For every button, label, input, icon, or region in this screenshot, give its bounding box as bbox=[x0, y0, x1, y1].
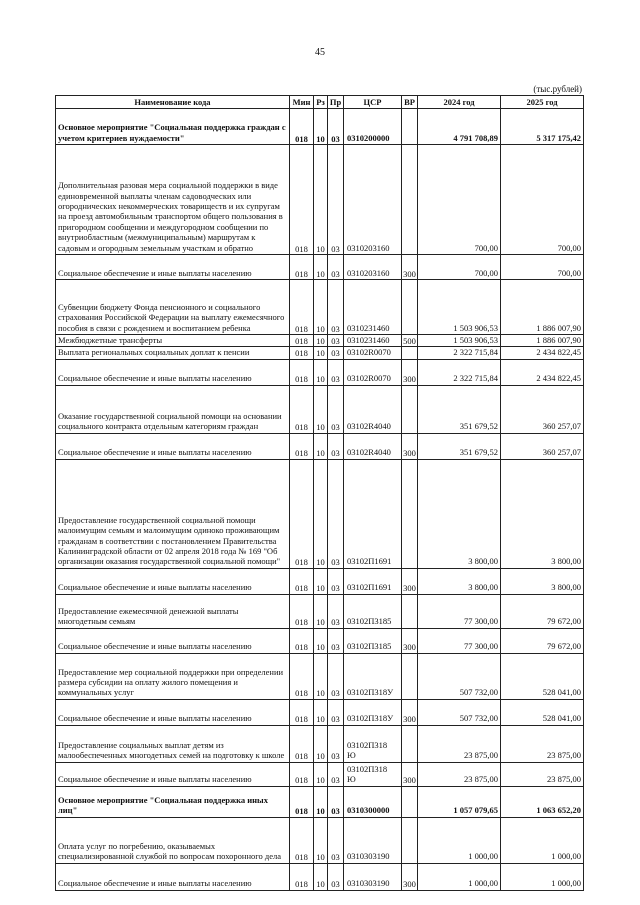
cell-rz: 10 bbox=[314, 433, 328, 459]
cell-2025: 2 434 822,45 bbox=[501, 347, 584, 359]
cell-vr: 300 bbox=[402, 568, 418, 594]
table-row bbox=[56, 594, 584, 628]
cell-csr: 0310231460 bbox=[344, 280, 402, 335]
cell-2025: 23 875,00 bbox=[501, 725, 584, 762]
cell-name: Предоставление государственной социальной помощи малоимущим семьям и малоимущим одиноко проживающим гражданам в соответствии с постановлением Правительства Калининградской области от 02 апреля 2018 года № 169 "Об организации оказания государственной социальной помощи" bbox=[56, 459, 290, 568]
table-row bbox=[56, 863, 584, 890]
cell-2025: 1 000,00 bbox=[501, 863, 584, 890]
cell-2024: 1 503 906,53 bbox=[418, 335, 501, 347]
table-row bbox=[56, 786, 584, 817]
cell-vr bbox=[402, 725, 418, 762]
cell-rz: 10 bbox=[314, 817, 328, 863]
cell-vr: 300 bbox=[402, 699, 418, 725]
cell-2025: 79 672,00 bbox=[501, 594, 584, 628]
cell-2025: 79 672,00 bbox=[501, 628, 584, 653]
table-row bbox=[56, 653, 584, 699]
cell-name: Социальное обеспечение и иные выплаты населению bbox=[56, 255, 290, 280]
cell-csr: 03102П1691 bbox=[344, 568, 402, 594]
cell-pr: 03 bbox=[328, 699, 344, 725]
cell-2025: 1 063 652,20 bbox=[501, 786, 584, 817]
cell-pr: 03 bbox=[328, 347, 344, 359]
cell-csr: 03102R4040 bbox=[344, 385, 402, 433]
cell-rz: 10 bbox=[314, 699, 328, 725]
cell-min: 018 bbox=[290, 628, 314, 653]
cell-vr: 300 bbox=[402, 255, 418, 280]
cell-csr: 0310303190 bbox=[344, 863, 402, 890]
cell-2024: 507 732,00 bbox=[418, 699, 501, 725]
cell-2025: 528 041,00 bbox=[501, 653, 584, 699]
cell-vr bbox=[402, 653, 418, 699]
table-row bbox=[56, 347, 584, 359]
cell-vr: 300 bbox=[402, 433, 418, 459]
cell-csr: 03102П318У bbox=[344, 653, 402, 699]
cell-pr: 03 bbox=[328, 433, 344, 459]
cell-name: Дополнительная разовая мера социальной поддержки в виде единовременной выплаты членам садоводческих или огороднических некоммерческих товариществ и их супругам на проезд автомобильным транспортом общего пользования в пригородном сообщении и междугородном сообщении по внутриобластным (межмуниципальным) маршрутам к садовым и огородным земельным участкам и обратно bbox=[56, 145, 290, 255]
cell-rz: 10 bbox=[314, 255, 328, 280]
cell-rz: 10 bbox=[314, 628, 328, 653]
cell-pr: 03 bbox=[328, 255, 344, 280]
header-min: Мин bbox=[290, 96, 314, 109]
cell-2024: 3 800,00 bbox=[418, 459, 501, 568]
cell-2024: 1 000,00 bbox=[418, 817, 501, 863]
cell-2024: 351 679,52 bbox=[418, 385, 501, 433]
cell-pr: 03 bbox=[328, 725, 344, 762]
cell-2025: 5 317 175,42 bbox=[501, 109, 584, 145]
cell-2025: 700,00 bbox=[501, 145, 584, 255]
cell-pr: 03 bbox=[328, 385, 344, 433]
cell-pr: 03 bbox=[328, 786, 344, 817]
cell-csr: 03102П3185 bbox=[344, 628, 402, 653]
cell-csr: 0310300000 bbox=[344, 786, 402, 817]
cell-2025: 23 875,00 bbox=[501, 762, 584, 786]
cell-name: Социальное обеспечение и иные выплаты населению bbox=[56, 762, 290, 786]
cell-rz: 10 bbox=[314, 725, 328, 762]
cell-rz: 10 bbox=[314, 109, 328, 145]
cell-csr: 03102R0070 bbox=[344, 359, 402, 385]
cell-pr: 03 bbox=[328, 145, 344, 255]
cell-vr bbox=[402, 459, 418, 568]
table-row bbox=[56, 109, 584, 145]
cell-2025: 360 257,07 bbox=[501, 433, 584, 459]
cell-pr: 03 bbox=[328, 359, 344, 385]
cell-2024: 700,00 bbox=[418, 145, 501, 255]
table-row bbox=[56, 385, 584, 433]
cell-csr: 03102П3185 bbox=[344, 594, 402, 628]
cell-min: 018 bbox=[290, 594, 314, 628]
header-2024: 2024 год bbox=[418, 96, 501, 109]
cell-csr: 03102П318 Ю bbox=[344, 762, 402, 786]
header-2025: 2025 год bbox=[501, 96, 584, 109]
cell-2024: 4 791 708,89 bbox=[418, 109, 501, 145]
cell-2025: 360 257,07 bbox=[501, 385, 584, 433]
cell-rz: 10 bbox=[314, 459, 328, 568]
cell-min: 018 bbox=[290, 255, 314, 280]
cell-rz: 10 bbox=[314, 568, 328, 594]
cell-csr: 03102R0070 bbox=[344, 347, 402, 359]
cell-name: Социальное обеспечение и иные выплаты населению bbox=[56, 359, 290, 385]
cell-name: Предоставление мер социальной поддержки при определении размера субсидии на оплату жилого помещения и коммунальных услуг bbox=[56, 653, 290, 699]
cell-min: 018 bbox=[290, 817, 314, 863]
cell-rz: 10 bbox=[314, 653, 328, 699]
cell-vr: 300 bbox=[402, 762, 418, 786]
cell-2024: 1 503 906,53 bbox=[418, 280, 501, 335]
cell-pr: 03 bbox=[328, 280, 344, 335]
cell-2025: 528 041,00 bbox=[501, 699, 584, 725]
cell-rz: 10 bbox=[314, 762, 328, 786]
cell-vr: 300 bbox=[402, 359, 418, 385]
cell-vr bbox=[402, 280, 418, 335]
table-row bbox=[56, 280, 584, 335]
cell-rz: 10 bbox=[314, 594, 328, 628]
cell-rz: 10 bbox=[314, 786, 328, 817]
cell-rz: 10 bbox=[314, 359, 328, 385]
cell-min: 018 bbox=[290, 433, 314, 459]
cell-min: 018 bbox=[290, 725, 314, 762]
header-pr: Пр bbox=[328, 96, 344, 109]
cell-min: 018 bbox=[290, 280, 314, 335]
cell-name: Основное мероприятие "Социальная поддержка граждан с учетом критериев нуждаемости" bbox=[56, 109, 290, 145]
budget-table bbox=[55, 95, 584, 891]
cell-csr: 0310231460 bbox=[344, 335, 402, 347]
cell-csr: 0310203160 bbox=[344, 255, 402, 280]
cell-pr: 03 bbox=[328, 628, 344, 653]
cell-rz: 10 bbox=[314, 347, 328, 359]
cell-2024: 700,00 bbox=[418, 255, 501, 280]
table-row bbox=[56, 699, 584, 725]
cell-name: Оказание государственной социальной помощи на основании социального контракта отдельным категориям граждан bbox=[56, 385, 290, 433]
cell-min: 018 bbox=[290, 459, 314, 568]
cell-min: 018 bbox=[290, 568, 314, 594]
units-label: (тыс.рублей) bbox=[533, 84, 582, 94]
cell-csr: 03102П318 Ю bbox=[344, 725, 402, 762]
cell-vr bbox=[402, 109, 418, 145]
cell-vr bbox=[402, 786, 418, 817]
table-row bbox=[56, 145, 584, 255]
cell-csr: 0310303190 bbox=[344, 817, 402, 863]
cell-rz: 10 bbox=[314, 335, 328, 347]
cell-name: Социальное обеспечение и иные выплаты населению bbox=[56, 433, 290, 459]
cell-2024: 2 322 715,84 bbox=[418, 359, 501, 385]
cell-2024: 3 800,00 bbox=[418, 568, 501, 594]
cell-2024: 23 875,00 bbox=[418, 762, 501, 786]
header-name: Наименование кода bbox=[56, 96, 290, 109]
cell-rz: 10 bbox=[314, 145, 328, 255]
cell-rz: 10 bbox=[314, 280, 328, 335]
cell-vr bbox=[402, 385, 418, 433]
table-row bbox=[56, 568, 584, 594]
cell-csr: 03102П1691 bbox=[344, 459, 402, 568]
cell-min: 018 bbox=[290, 109, 314, 145]
cell-min: 018 bbox=[290, 699, 314, 725]
cell-min: 018 bbox=[290, 863, 314, 890]
cell-rz: 10 bbox=[314, 863, 328, 890]
cell-name: Выплата региональных социальных доплат к пенсии bbox=[56, 347, 290, 359]
cell-vr bbox=[402, 347, 418, 359]
cell-rz: 10 bbox=[314, 385, 328, 433]
table-header-row bbox=[56, 96, 584, 109]
cell-min: 018 bbox=[290, 653, 314, 699]
cell-csr: 0310203160 bbox=[344, 145, 402, 255]
cell-2024: 77 300,00 bbox=[418, 594, 501, 628]
cell-pr: 03 bbox=[328, 109, 344, 145]
cell-vr bbox=[402, 145, 418, 255]
table-row bbox=[56, 359, 584, 385]
cell-pr: 03 bbox=[328, 459, 344, 568]
cell-2024: 507 732,00 bbox=[418, 653, 501, 699]
cell-2024: 1 057 079,65 bbox=[418, 786, 501, 817]
cell-min: 018 bbox=[290, 145, 314, 255]
cell-name: Оплата услуг по погребению, оказываемых специализированной службой по вопросам похоронного дела bbox=[56, 817, 290, 863]
table-row bbox=[56, 335, 584, 347]
cell-pr: 03 bbox=[328, 594, 344, 628]
cell-min: 018 bbox=[290, 347, 314, 359]
header-vr: ВР bbox=[402, 96, 418, 109]
table-row bbox=[56, 255, 584, 280]
cell-name: Социальное обеспечение и иные выплаты населению bbox=[56, 568, 290, 594]
cell-name: Предоставление социальных выплат детям из малообеспеченных многодетных семей на подготовку к школе bbox=[56, 725, 290, 762]
cell-2025: 1 886 007,90 bbox=[501, 335, 584, 347]
cell-2024: 77 300,00 bbox=[418, 628, 501, 653]
cell-name: Социальное обеспечение и иные выплаты населению bbox=[56, 699, 290, 725]
table-body bbox=[56, 109, 584, 891]
cell-2024: 351 679,52 bbox=[418, 433, 501, 459]
table-row bbox=[56, 433, 584, 459]
header-csr: ЦСР bbox=[344, 96, 402, 109]
table-row bbox=[56, 459, 584, 568]
table-row bbox=[56, 762, 584, 786]
cell-vr: 500 bbox=[403, 336, 416, 346]
cell-2024: 2 322 715,84 bbox=[418, 347, 501, 359]
cell-pr: 03 bbox=[328, 863, 344, 890]
table-row bbox=[56, 725, 584, 762]
cell-name: Социальное обеспечение и иные выплаты населению bbox=[56, 863, 290, 890]
cell-pr: 03 bbox=[328, 568, 344, 594]
cell-min: 018 bbox=[290, 359, 314, 385]
cell-pr: 03 bbox=[328, 762, 344, 786]
cell-vr: 300 bbox=[402, 863, 418, 890]
cell-2025: 700,00 bbox=[501, 255, 584, 280]
cell-2025: 2 434 822,45 bbox=[501, 359, 584, 385]
cell-min: 018 bbox=[290, 762, 314, 786]
cell-pr: 03 bbox=[328, 817, 344, 863]
cell-2025: 3 800,00 bbox=[501, 568, 584, 594]
cell-vr bbox=[402, 594, 418, 628]
cell-vr: 300 bbox=[402, 628, 418, 653]
cell-csr: 0310200000 bbox=[344, 109, 402, 145]
cell-name: Субвенции бюджету Фонда пенсионного и социального страхования Российской Федерации на выплату ежемесячного пособия в связи с рождением и воспитанием ребенка bbox=[56, 280, 290, 335]
cell-2025: 1 000,00 bbox=[501, 817, 584, 863]
page-number: 45 bbox=[315, 47, 325, 58]
cell-csr: 03102П318У bbox=[344, 699, 402, 725]
cell-pr: 03 bbox=[328, 335, 344, 347]
cell-2025: 1 886 007,90 bbox=[501, 280, 584, 335]
cell-csr: 03102R4040 bbox=[344, 433, 402, 459]
cell-min: 018 bbox=[290, 385, 314, 433]
table-row bbox=[56, 817, 584, 863]
table-row bbox=[56, 628, 584, 653]
cell-vr bbox=[402, 817, 418, 863]
header-rz: Рз bbox=[314, 96, 328, 109]
cell-2024: 23 875,00 bbox=[418, 725, 501, 762]
cell-2024: 1 000,00 bbox=[418, 863, 501, 890]
cell-pr: 03 bbox=[328, 653, 344, 699]
cell-name: Межбюджетные трансферты bbox=[56, 335, 290, 347]
cell-min: 018 bbox=[290, 335, 314, 347]
cell-min: 018 bbox=[290, 786, 314, 817]
cell-name: Основное мероприятие "Социальная поддержка иных лиц" bbox=[56, 786, 290, 817]
cell-2025: 3 800,00 bbox=[501, 459, 584, 568]
cell-name: Предоставление ежемесячной денежной выплаты многодетным семьям bbox=[56, 594, 290, 628]
cell-name: Социальное обеспечение и иные выплаты населению bbox=[56, 628, 290, 653]
